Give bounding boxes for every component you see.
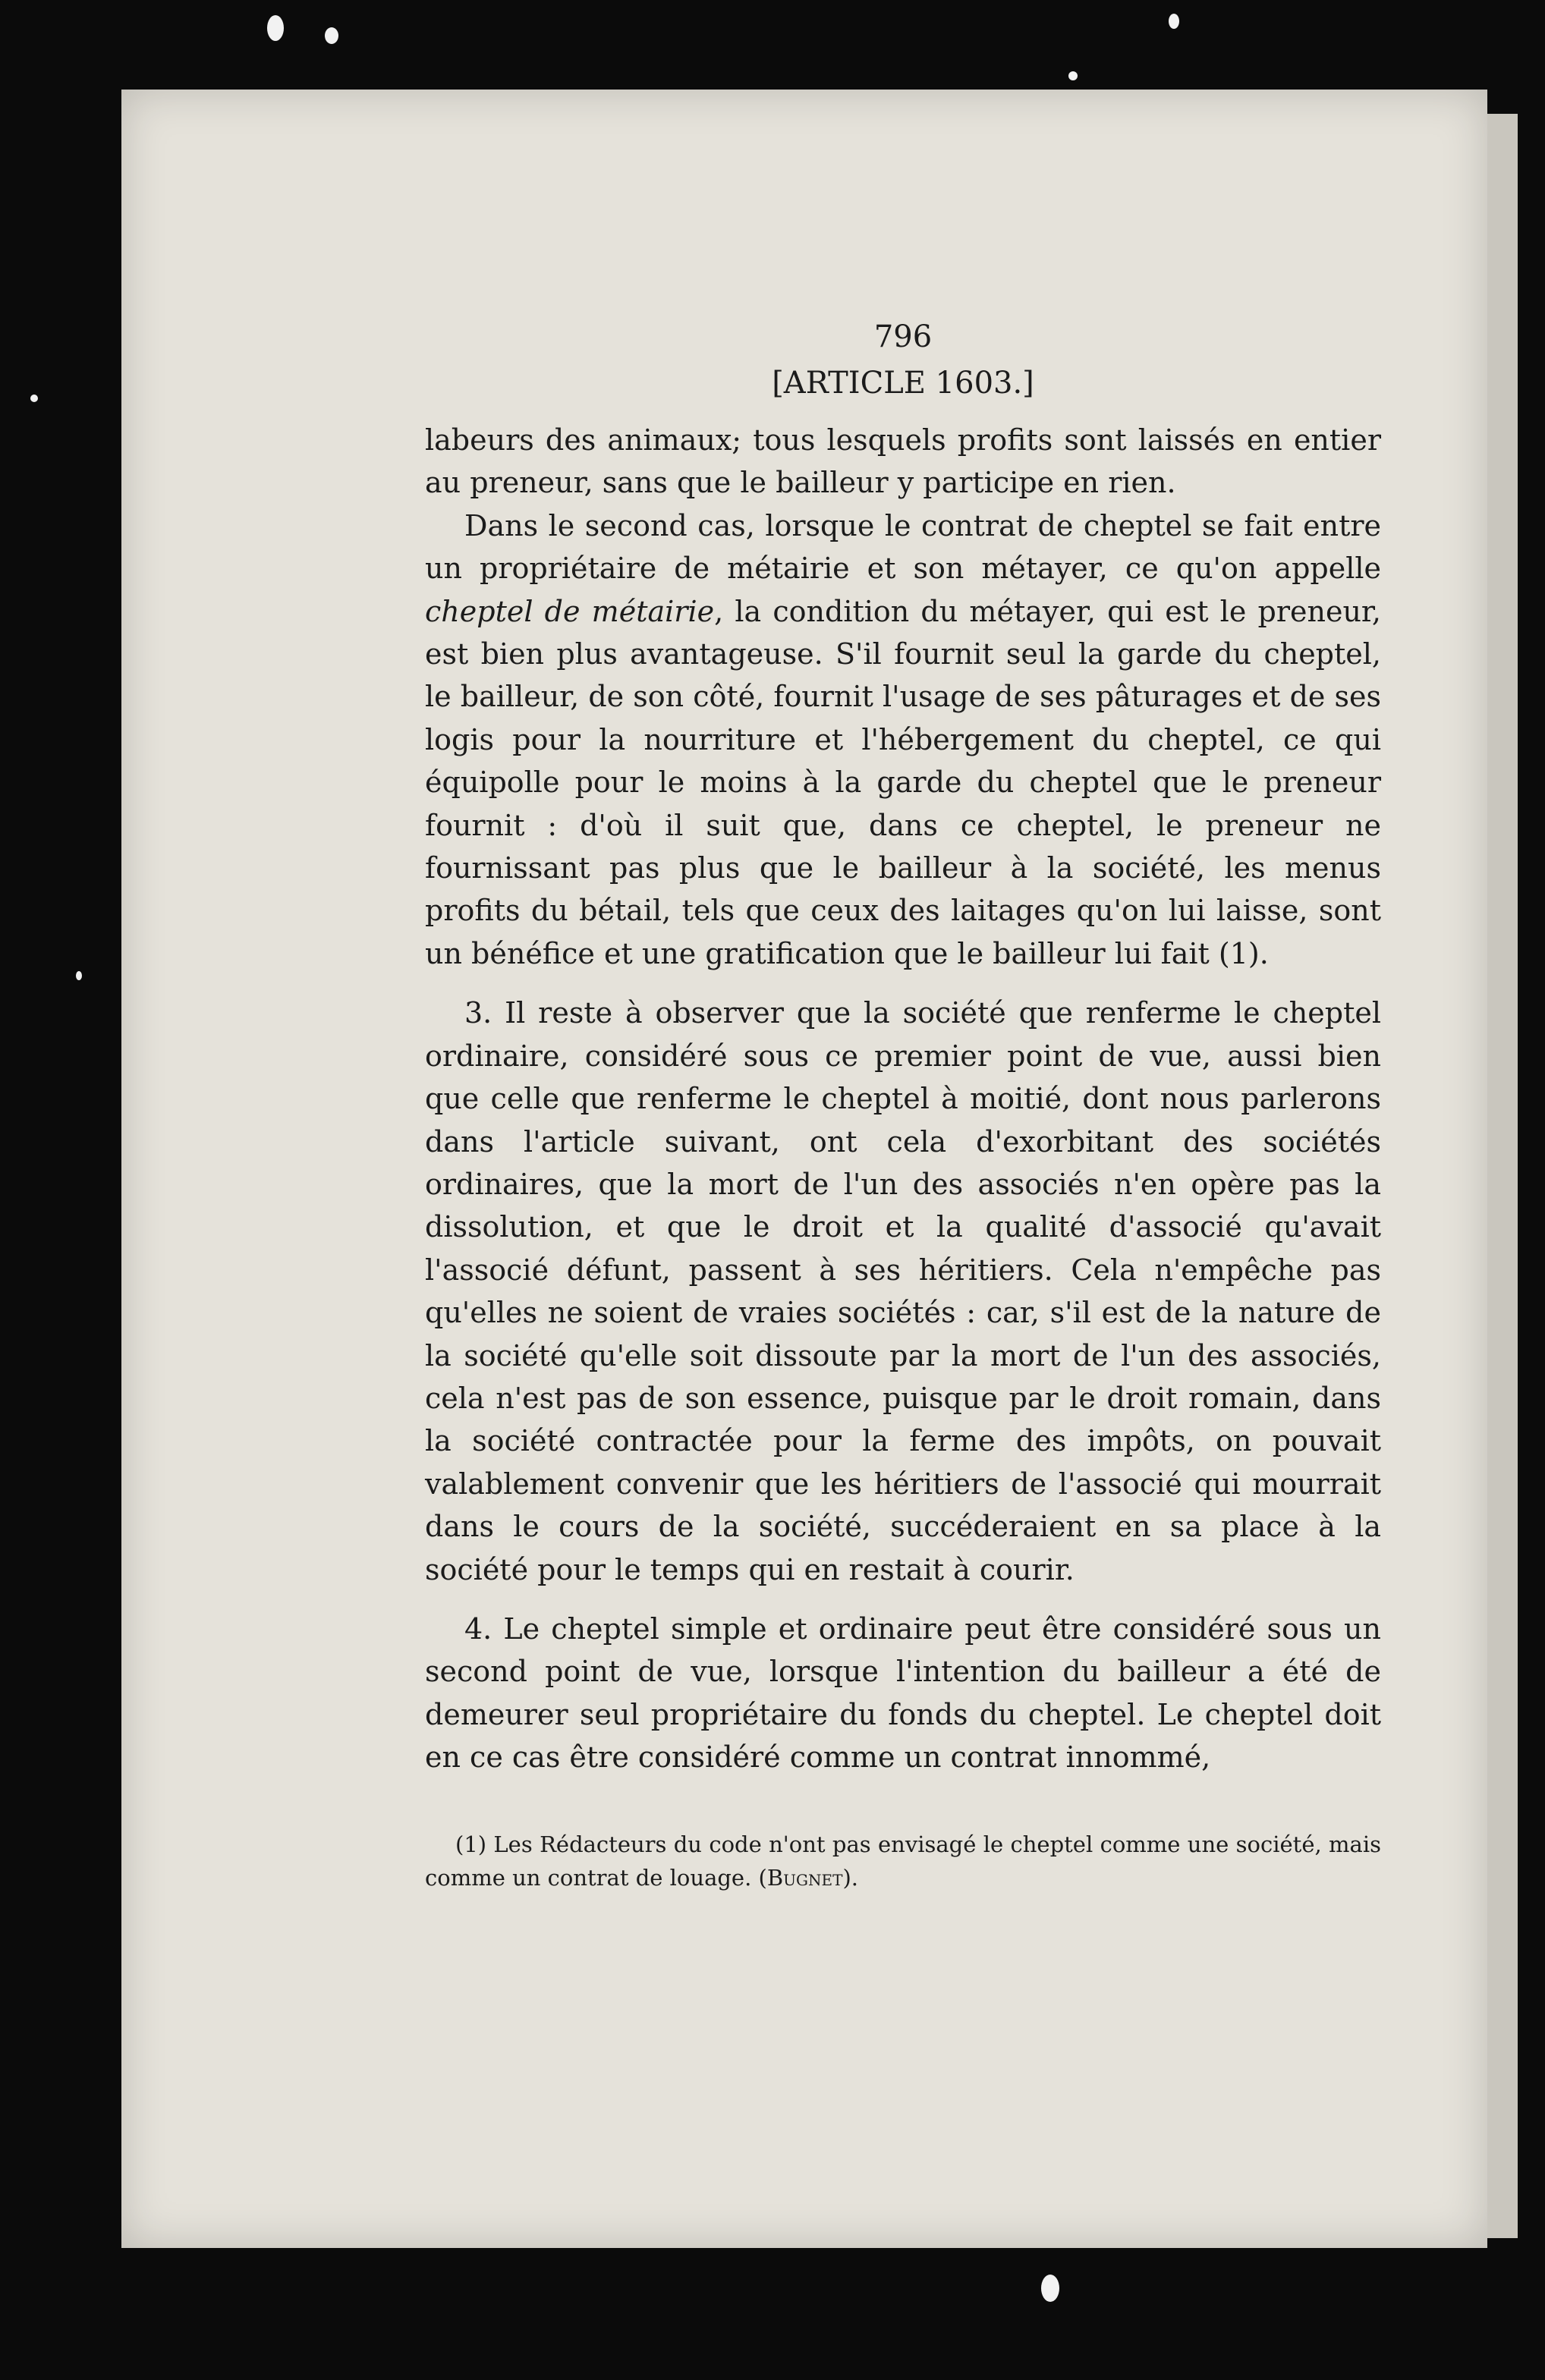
dust-speck <box>76 971 82 980</box>
footnote-author: Bugnet <box>766 1864 843 1891</box>
next-page-edge <box>1487 114 1518 2238</box>
running-head: [ARTICLE 1603.] <box>772 366 1034 401</box>
dust-speck <box>30 395 38 402</box>
page-text <box>425 319 1381 1916</box>
dust-speck <box>267 15 284 41</box>
page-number: 796 <box>873 319 933 354</box>
footnote-close: ). <box>842 1864 858 1891</box>
paragraph-3: 3. Il reste à observer que la société que renferme le cheptel ordinaire, considéré sous ce premier point de vue, aussi bien que celle que renferme le cheptel à moitié, dont nous parlerons dans l'article suivant, ont cela d'exorbitant des sociétés ordinaires, que la mort de l'un des associés n'en opère pas la dissolution, et que le droit et la qualité d'associé qu'avait l'associé défunt, passent à ses héritiers. Cela n'empêche pas qu'elles ne soient de vraies sociétés : car, s'il est de la nature de la société qu'elle soit dissoute par la mort de l'un des associés, cela n'est pas de son essence, puisque par le droit romain, dans la société contractée pour la ferme des impôts, on pouvait valablement convenir que les héritiers de l'associé qui mourrait dans le cours de la société, succéderaient en sa place à la société pour le temps qui en restait à courir. <box>425 996 1381 1586</box>
paragraph-second-case-start: Dans le second cas, lorsque le contrat de cheptel se fait entre un propriétaire de métairie et son métayer, ce qu'on appelle <box>425 508 1381 586</box>
paragraph-second-case <box>425 505 1381 975</box>
dust-speck <box>325 27 338 44</box>
footnote <box>425 1828 1381 1894</box>
dust-speck <box>1041 2275 1059 2302</box>
paragraph-second-case-rest: , la condition du métayer, qui est le preneur, est bien plus avantageuse. S'il fournit seul la garde du cheptel, le bailleur, de son côté, fournit l'usage de ses pâturages et de ses logis pour la nourriture et l'hébergement du cheptel, ce qui équipolle pour le moins à la garde du cheptel que le preneur fournit : d'où il suit que, dans ce cheptel, le preneur ne fournissant pas plus que le bailleur à la société, les menus profits du bétail, tels que ceux des laitages qu'on lui laisse, sont un bénéfice et une gratification que le bailleur lui fait (1). <box>425 594 1381 970</box>
italic-term: cheptel de métairie <box>425 594 715 628</box>
paragraph-4: 4. Le cheptel simple et ordinaire peut être considéré sous un second point de vue, lorsque l'intention du bailleur a été de demeurer seul propriétaire du fonds du cheptel. Le cheptel doit en ce cas être considéré comme un contrat innommé, <box>425 1611 1381 1775</box>
footnote-text: (1) Les Rédacteurs du code n'ont pas envisagé le cheptel comme une société, mais comme un contrat de louage. ( <box>425 1831 1381 1891</box>
paragraph-continuation: labeurs des animaux; tous lesquels profits sont laissés en entier au preneur, sans que le bailleur y participe en rien. <box>425 423 1381 500</box>
dust-speck <box>1169 14 1179 29</box>
dust-speck <box>1068 71 1078 80</box>
